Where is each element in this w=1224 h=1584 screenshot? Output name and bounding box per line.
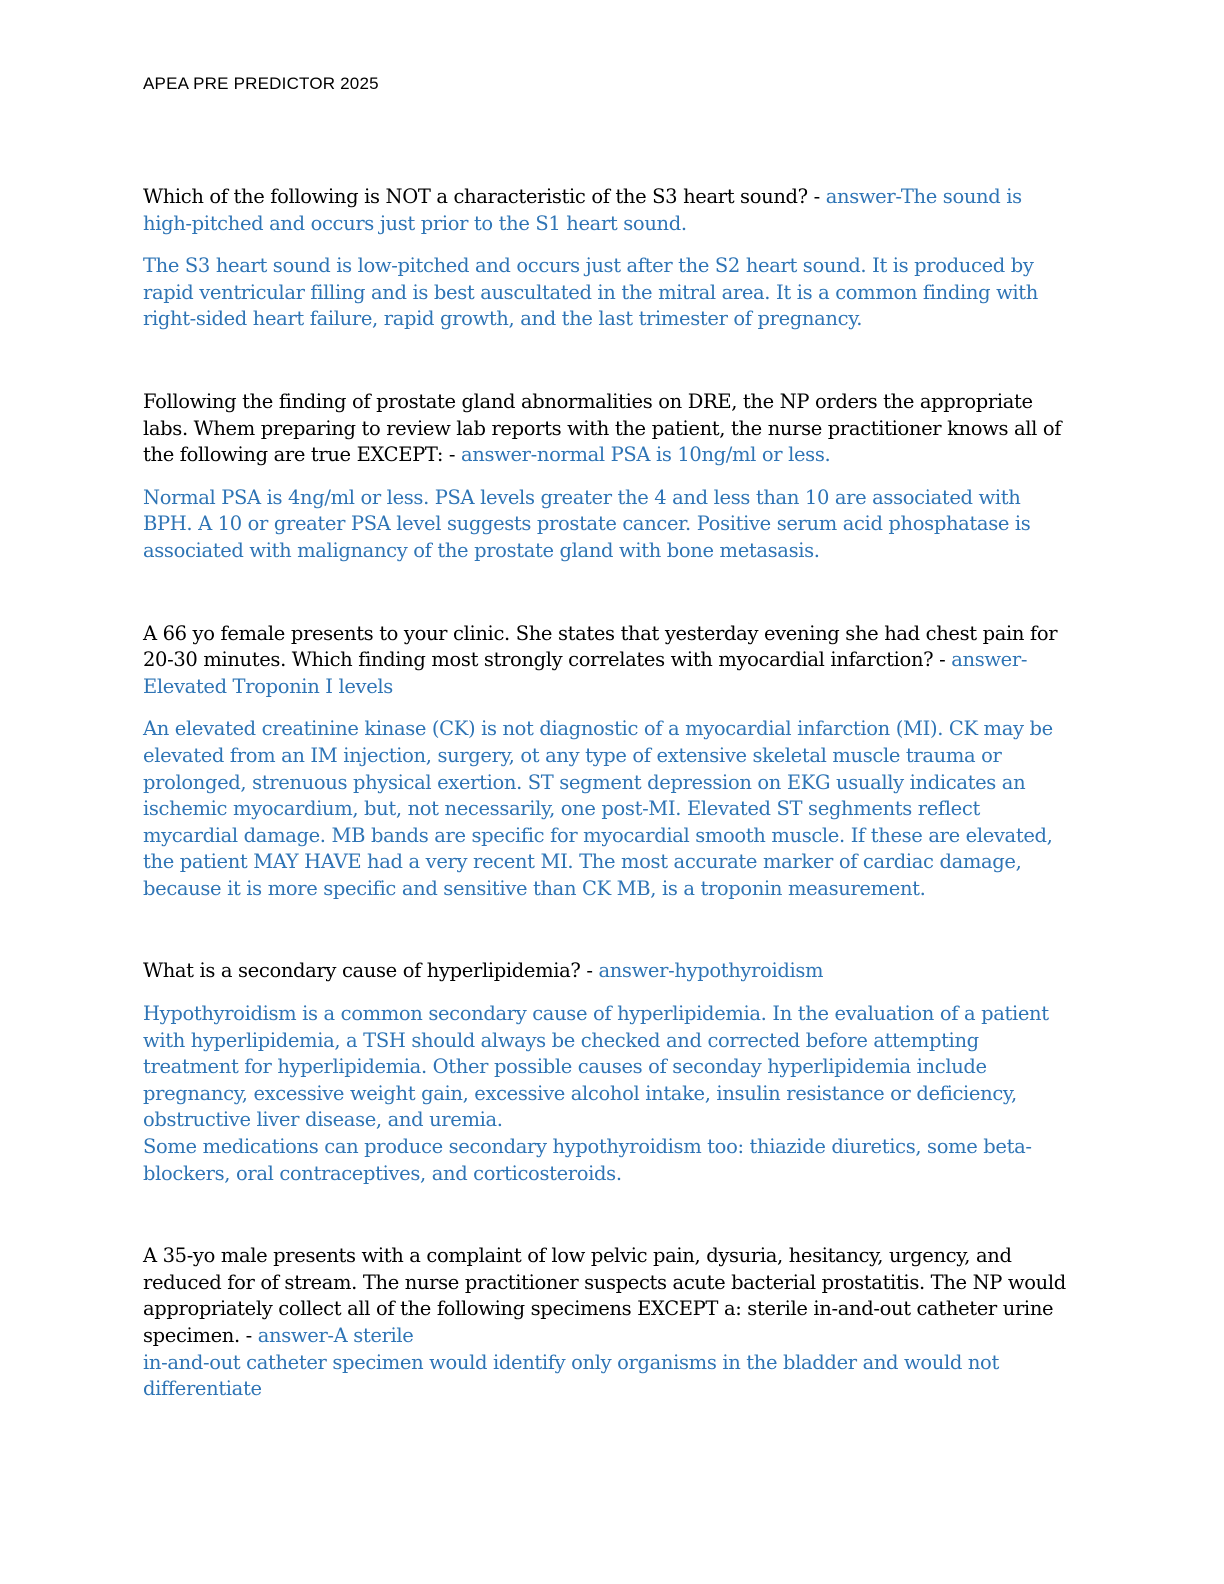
answer-text: answer-normal PSA is 10ng/ml or less. bbox=[460, 443, 831, 467]
answer-text: answer-A sterile bbox=[257, 1324, 414, 1347]
question-text: A 35-yo male presents with a complaint of low pelvic pain, dysuria, hesitancy, urgency, and reduced for of stream. The nurse practitioner suspects acute bacterial prostatitis. The NP would appropriately collect all of the following specimens EXCEPT a: sterile in-and-out catheter urine specimen. - bbox=[143, 1244, 1066, 1347]
qa-item bbox=[143, 389, 1073, 565]
question-text: Which of the following is NOT a characteristic of the S3 heart sound? - bbox=[143, 185, 826, 208]
document-content bbox=[143, 184, 1073, 1403]
rationale-extra-text: Some medications can produce secondary hypothyroidism too: thiazide diuretics, some beta-blockers, oral contraceptives, and corticosteroids. bbox=[143, 1135, 1032, 1185]
qa-item bbox=[143, 958, 1073, 1187]
rationale-text: Hypothyroidism is a common secondary cause of hyperlipidemia. In the evaluation of a patient with hyperlipidemia, a TSH should always be checked and corrected before attempting treatment for hyperlipidemia. Other possible causes of seconday hyperlipidemia include pregnancy, excessive weight gain, excessive alcohol intake, insulin resistance or deficiency, obstructive liver disease, and uremia. bbox=[143, 1002, 1049, 1132]
question-paragraph bbox=[143, 1243, 1073, 1349]
question-paragraph bbox=[143, 621, 1073, 701]
question-text: Following the finding of prostate gland abnormalities on DRE, the NP orders the appropriate labs. Whem preparing to review lab reports with the patient, the nurse practitioner knows all of the following are true EXCEPT: - bbox=[143, 389, 1062, 467]
qa-item bbox=[143, 1243, 1073, 1403]
question-paragraph bbox=[143, 389, 1073, 469]
question-paragraph bbox=[143, 184, 1073, 237]
answer-text: answer-The sound is high-pitched and occurs just prior to the S1 heart sound. bbox=[143, 185, 1022, 235]
rationale-text: Normal PSA is 4ng/ml or less. PSA levels greater the 4 and less than 10 are associated with BPH. A 10 or greater PSA level suggests prostate cancer. Positive serum acid phosphatase is associated with malignancy of the prostate gland with bone metasasis. bbox=[143, 485, 1031, 562]
rationale-extra-text: in-and-out catheter specimen would identify only organisms in the bladder and would not differentiate bbox=[143, 1350, 999, 1401]
question-text: A 66 yo female presents to your clinic. She states that yesterday evening she had chest pain for 20-30 minutes. Which finding most strongly correlates with myocardial infarction? - bbox=[143, 621, 1058, 672]
document-header: APEA PRE PREDICTOR 2025 bbox=[143, 74, 379, 93]
qa-item bbox=[143, 621, 1073, 903]
answer-text: answer-hypothyroidism bbox=[598, 959, 824, 983]
answer-text: answer-Elevated Troponin I levels bbox=[143, 648, 1028, 698]
question-paragraph bbox=[143, 958, 1073, 985]
question-text: What is a secondary cause of hyperlipidemia? - bbox=[143, 959, 599, 983]
rationale-text: The S3 heart sound is low-pitched and occurs just after the S2 heart sound. It is produced by rapid ventricular filling and is best auscultated in the mitral area. It is a common finding with right-sided heart failure, rapid growth, and the last trimester of pregnancy. bbox=[143, 254, 1038, 331]
rationale-text: An elevated creatinine kinase (CK) is not diagnostic of a myocardial infarction (MI). CK may be elevated from an IM injection, surgery, ot any type of extensive skeletal muscle trauma or prolonged, strenuous physical exertion. ST segment depression on EKG usually indicates an ischemic myocardium, but, not necessarily, one post-MI. Elevated ST seghments reflect mycardial damage. MB bands are specific for myocardial smooth muscle. If these are elevated, the patient MAY HAVE had a very recent MI. The most accurate marker of cardiac damage, because it is more specific and sensitive than CK MB, is a troponin measurement. bbox=[143, 717, 1053, 900]
qa-item bbox=[143, 184, 1073, 333]
